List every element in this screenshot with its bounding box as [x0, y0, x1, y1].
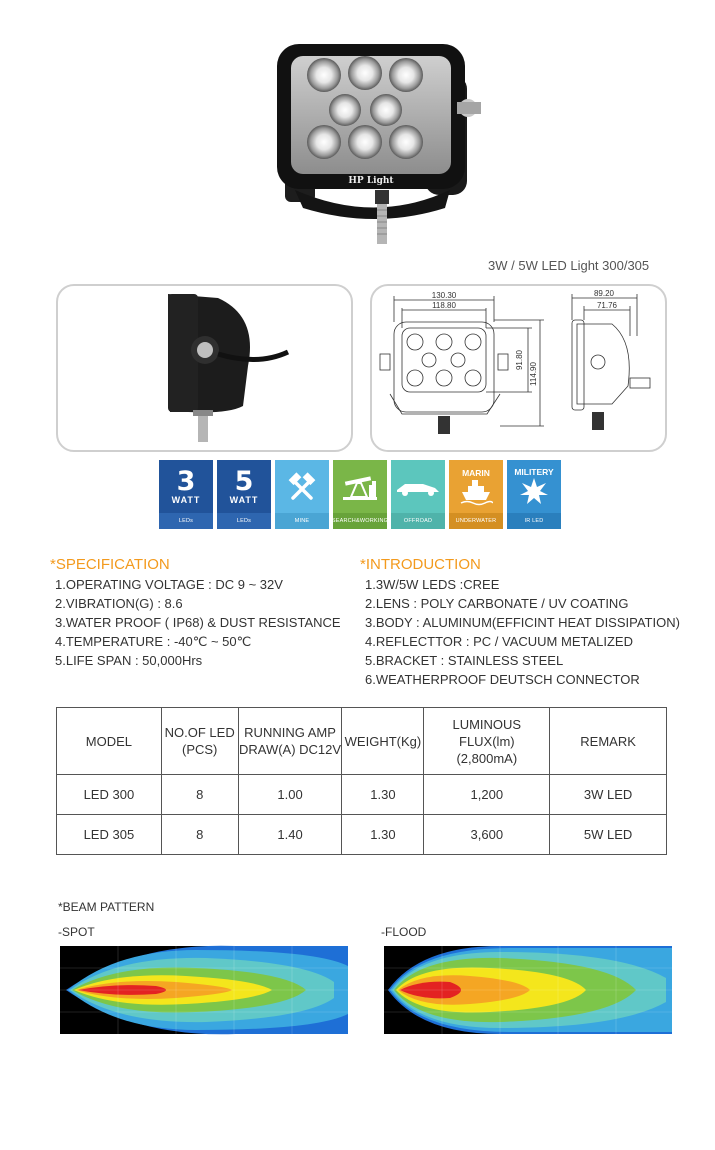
badge-marin — [449, 460, 503, 529]
oil-pump-icon — [339, 471, 381, 503]
header-weight: WEIGHT(Kg) — [342, 708, 424, 775]
flood-beam-plot — [380, 942, 688, 1044]
dim-side-depth-outer: 89.20 — [593, 289, 615, 298]
dimension-drawing-panel — [370, 284, 667, 452]
cell-weight: 1.30 — [342, 775, 424, 815]
side-view-panel — [56, 284, 353, 452]
spec-item: 2.VIBRATION(G) : 8.6 — [55, 596, 183, 611]
spot-beam-plot — [56, 942, 364, 1044]
model-spec-table — [56, 707, 667, 855]
cell-remark: 5W LED — [550, 815, 667, 855]
dim-front-height-inner: 91.80 — [515, 349, 524, 371]
feature-badges — [159, 460, 561, 529]
cell-amp: 1.00 — [238, 775, 342, 815]
cell-flux: 1,200 — [424, 775, 550, 815]
cell-model: LED 300 — [57, 775, 162, 815]
brand-label: HP Light — [348, 176, 394, 186]
beam-pattern-heading: *BEAM PATTERN — [58, 900, 155, 914]
dim-side-depth-inner: 71.76 — [596, 301, 618, 310]
cell-flux: 3,600 — [424, 815, 550, 855]
badge-5-number: 5 — [234, 465, 254, 497]
spec-item: 1.OPERATING VOLTAGE : DC 9 ~ 32V — [55, 577, 283, 592]
badge-search-working — [333, 460, 387, 529]
intro-item: 5.BRACKET : STAINLESS STEEL — [365, 653, 564, 668]
dim-front-height-outer: 114.90 — [529, 362, 538, 386]
spot-label: -SPOT — [58, 925, 95, 939]
flood-label: -FLOOD — [381, 925, 427, 939]
dim-front-width-outer: 130.30 — [431, 291, 457, 300]
specification-heading: *SPECIFICATION — [50, 556, 170, 573]
badge-militery-title: MILITERY — [514, 466, 554, 477]
header-luminous-flux: LUMINOUS FLUX(lm) (2,800mA) — [424, 708, 550, 775]
intro-item: 6.WEATHERPROOF DEUTSCH CONNECTOR — [365, 672, 640, 687]
cell-model: LED 305 — [57, 815, 162, 855]
badge-marin-title: MARIN — [462, 467, 490, 478]
intro-item: 4.REFLECTTOR : PC / VACUUM METALIZED — [365, 634, 633, 649]
cell-led-count: 8 — [161, 815, 238, 855]
product-caption: 3W / 5W LED Light 300/305 — [488, 258, 650, 273]
cell-weight: 1.30 — [342, 815, 424, 855]
crossed-hammers-icon — [286, 471, 318, 503]
cell-remark: 3W LED — [550, 775, 667, 815]
product-photo — [275, 40, 490, 245]
badge-3-watt-label: WATT — [171, 494, 201, 505]
badge-3-leds-label: LEDs — [159, 513, 213, 529]
badge-offroad-label: OFFROAD — [391, 513, 445, 529]
badge-5-watt-label: WATT — [229, 494, 259, 505]
spec-item: 3.WATER PROOF ( IP68) & DUST RESISTANCE — [55, 615, 341, 630]
badge-ir-led-label: IR LED — [507, 513, 561, 529]
badge-militery — [507, 460, 561, 529]
spec-item: 5.LIFE SPAN : 50,000Hrs — [55, 653, 203, 668]
badge-mine-label: MINE — [275, 513, 329, 529]
cell-amp: 1.40 — [238, 815, 342, 855]
intro-item: 3.BODY : ALUMINUM(EFFICINT HEAT DISSIPATION) — [365, 615, 680, 630]
ship-icon — [459, 478, 493, 506]
badge-search-working-label: SEARCH&WORKING — [333, 513, 387, 529]
badge-offroad — [391, 460, 445, 529]
introduction-heading: *INTRODUCTION — [360, 556, 481, 573]
badge-3-watt — [159, 460, 213, 529]
table-header-row — [57, 708, 667, 775]
intro-item: 1.3W/5W LEDS :CREE — [365, 577, 500, 592]
specification-section — [50, 556, 341, 670]
race-car-icon — [395, 476, 441, 498]
badge-3-number: 3 — [176, 465, 196, 497]
dim-front-width-inner: 118.80 — [432, 301, 456, 310]
header-running-amp: RUNNING AMP DRAW(A) DC12V — [238, 708, 342, 775]
header-model: MODEL — [57, 708, 162, 775]
header-no-of-led: NO.OF LED (PCS) — [161, 708, 238, 775]
table-row — [57, 815, 667, 855]
introduction-section — [360, 556, 680, 689]
badge-mine — [275, 460, 329, 529]
intro-item: 2.LENS : POLY CARBONATE / UV COATING — [365, 596, 629, 611]
starburst-icon — [519, 477, 549, 507]
cell-led-count: 8 — [161, 775, 238, 815]
badge-5-watt — [217, 460, 271, 529]
badge-5-leds-label: LEDs — [217, 513, 271, 529]
header-remark: REMARK — [550, 708, 667, 775]
spec-item: 4.TEMPERATURE : -40℃ ~ 50℃ — [55, 634, 252, 649]
badge-underwater-label: UNDERWATER — [449, 513, 503, 529]
table-row — [57, 775, 667, 815]
